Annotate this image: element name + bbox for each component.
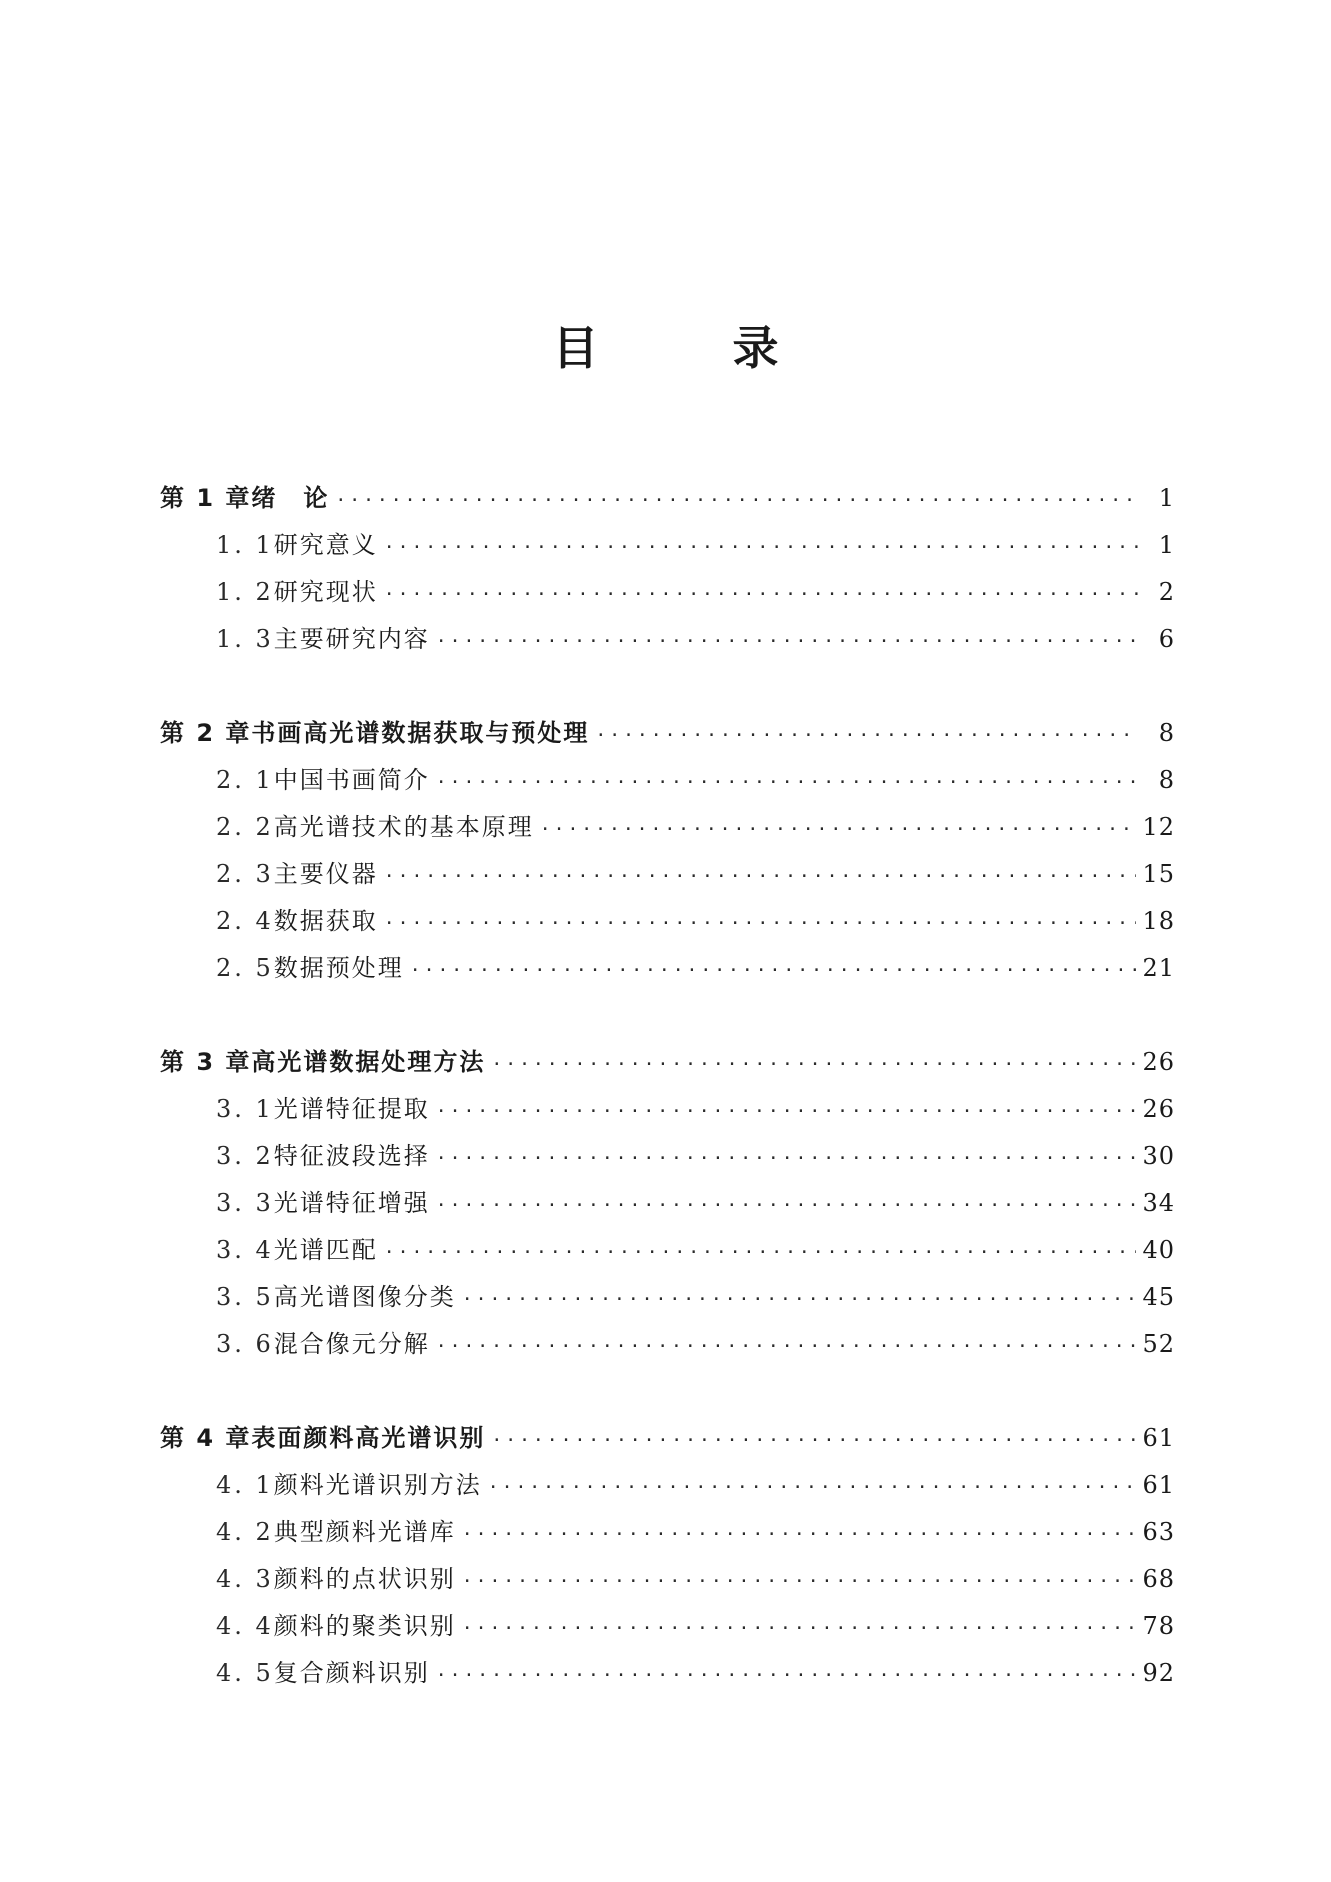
section-title: 颜料的点状识别 bbox=[273, 1565, 456, 1593]
page-number: 30 bbox=[1142, 1142, 1175, 1170]
chapter-number: 第 2 章 bbox=[160, 719, 252, 747]
dot-leader bbox=[436, 1652, 1137, 1699]
section-title: 中国书画简介 bbox=[273, 766, 430, 794]
toc-entry-section-4-2[interactable] bbox=[160, 1509, 1175, 1556]
toc-entry-section-2-1[interactable] bbox=[160, 757, 1175, 804]
toc-entry-section-1-3[interactable] bbox=[160, 616, 1175, 663]
dot-leader bbox=[436, 618, 1139, 665]
chapter-1 bbox=[160, 475, 1175, 663]
toc-entry-section-3-2[interactable] bbox=[160, 1133, 1175, 1180]
dot-leader bbox=[491, 1041, 1136, 1088]
section-number: 3. 3 bbox=[216, 1189, 274, 1217]
section-title: 光谱匹配 bbox=[273, 1236, 378, 1264]
toc-entry-section-4-1[interactable] bbox=[160, 1462, 1175, 1509]
dot-leader bbox=[384, 853, 1137, 900]
toc-entry-section-2-3[interactable] bbox=[160, 851, 1175, 898]
chapter-title: 书画高光谱数据获取与预处理 bbox=[251, 719, 590, 747]
dot-leader bbox=[595, 712, 1139, 759]
page-number: 63 bbox=[1142, 1518, 1175, 1546]
dot-leader bbox=[410, 947, 1137, 994]
section-number: 4. 4 bbox=[216, 1612, 274, 1640]
toc-entry-chapter-2[interactable] bbox=[160, 710, 1175, 757]
page-title: 目 录 bbox=[552, 321, 823, 375]
chapter-number: 第 4 章 bbox=[160, 1424, 252, 1452]
section-number: 1. 3 bbox=[216, 625, 274, 653]
chapter-number: 第 3 章 bbox=[160, 1048, 252, 1076]
toc-entry-chapter-4[interactable] bbox=[160, 1415, 1175, 1462]
dot-leader bbox=[384, 524, 1139, 571]
section-title: 高光谱技术的基本原理 bbox=[273, 813, 534, 841]
section-number: 3. 5 bbox=[216, 1283, 274, 1311]
dot-leader bbox=[462, 1605, 1137, 1652]
dot-leader bbox=[384, 571, 1139, 618]
section-title: 颜料的聚类识别 bbox=[273, 1612, 456, 1640]
section-title: 数据预处理 bbox=[273, 954, 404, 982]
section-number: 3. 4 bbox=[216, 1236, 274, 1264]
dot-leader bbox=[462, 1558, 1137, 1605]
section-title: 特征波段选择 bbox=[273, 1142, 430, 1170]
section-number: 4. 1 bbox=[216, 1471, 274, 1499]
page-number: 52 bbox=[1142, 1330, 1175, 1358]
toc-entry-section-2-2[interactable] bbox=[160, 804, 1175, 851]
table-of-contents bbox=[160, 475, 1175, 1744]
chapter-4 bbox=[160, 1415, 1175, 1697]
section-title: 主要仪器 bbox=[273, 860, 378, 888]
toc-entry-section-4-3[interactable] bbox=[160, 1556, 1175, 1603]
page-number: 8 bbox=[1158, 719, 1175, 747]
dot-leader bbox=[436, 1135, 1137, 1182]
toc-entry-section-3-3[interactable] bbox=[160, 1180, 1175, 1227]
section-title: 光谱特征提取 bbox=[273, 1095, 430, 1123]
toc-entry-section-4-4[interactable] bbox=[160, 1603, 1175, 1650]
toc-entry-section-3-6[interactable] bbox=[160, 1321, 1175, 1368]
toc-entry-section-4-5[interactable] bbox=[160, 1650, 1175, 1697]
section-number: 1. 2 bbox=[216, 578, 274, 606]
toc-entry-section-3-1[interactable] bbox=[160, 1086, 1175, 1133]
section-number: 4. 5 bbox=[216, 1659, 274, 1687]
dot-leader bbox=[436, 1323, 1137, 1370]
toc-entry-section-2-5[interactable] bbox=[160, 945, 1175, 992]
toc-entry-section-3-5[interactable] bbox=[160, 1274, 1175, 1321]
dot-leader bbox=[540, 806, 1137, 853]
chapter-title: 表面颜料高光谱识别 bbox=[251, 1424, 486, 1452]
page-number: 15 bbox=[1142, 860, 1175, 888]
dot-leader bbox=[436, 759, 1139, 806]
chapter-number: 第 1 章 bbox=[160, 484, 252, 512]
section-title: 研究意义 bbox=[273, 531, 378, 559]
chapter-2 bbox=[160, 710, 1175, 992]
page-number: 61 bbox=[1142, 1471, 1175, 1499]
toc-entry-chapter-3[interactable] bbox=[160, 1039, 1175, 1086]
section-number: 3. 1 bbox=[216, 1095, 274, 1123]
section-title: 混合像元分解 bbox=[273, 1330, 430, 1358]
section-number: 2. 4 bbox=[216, 907, 274, 935]
section-number: 2. 1 bbox=[216, 766, 274, 794]
section-title: 数据获取 bbox=[273, 907, 378, 935]
dot-leader bbox=[436, 1088, 1137, 1135]
chapter-title: 高光谱数据处理方法 bbox=[251, 1048, 486, 1076]
section-title: 光谱特征增强 bbox=[273, 1189, 430, 1217]
section-title: 复合颜料识别 bbox=[273, 1659, 430, 1687]
page-number: 45 bbox=[1142, 1283, 1175, 1311]
section-number: 3. 6 bbox=[216, 1330, 274, 1358]
page-number: 2 bbox=[1158, 578, 1175, 606]
page-number: 40 bbox=[1142, 1236, 1175, 1264]
page-number: 12 bbox=[1142, 813, 1175, 841]
page-number: 61 bbox=[1142, 1424, 1175, 1452]
page-number: 6 bbox=[1158, 625, 1175, 653]
dot-leader bbox=[384, 1229, 1137, 1276]
section-number: 1. 1 bbox=[216, 531, 274, 559]
section-title: 高光谱图像分类 bbox=[273, 1283, 456, 1311]
page-number: 26 bbox=[1142, 1048, 1175, 1076]
page-number: 8 bbox=[1158, 766, 1175, 794]
dot-leader bbox=[436, 1182, 1137, 1229]
dot-leader bbox=[462, 1511, 1137, 1558]
section-title: 颜料光谱识别方法 bbox=[273, 1471, 482, 1499]
section-number: 2. 3 bbox=[216, 860, 274, 888]
dot-leader bbox=[384, 900, 1137, 947]
section-title: 研究现状 bbox=[273, 578, 378, 606]
section-title: 主要研究内容 bbox=[273, 625, 430, 653]
section-number: 3. 2 bbox=[216, 1142, 274, 1170]
page-number: 1 bbox=[1158, 484, 1175, 512]
chapter-title: 绪 论 bbox=[251, 484, 330, 512]
dot-leader bbox=[462, 1276, 1137, 1323]
section-number: 4. 3 bbox=[216, 1565, 274, 1593]
page-number: 92 bbox=[1142, 1659, 1175, 1687]
page-number: 26 bbox=[1142, 1095, 1175, 1123]
chapter-3 bbox=[160, 1039, 1175, 1368]
toc-entry-section-3-4[interactable] bbox=[160, 1227, 1175, 1274]
section-number: 2. 2 bbox=[216, 813, 274, 841]
section-title: 典型颜料光谱库 bbox=[273, 1518, 456, 1546]
toc-entry-section-1-1[interactable] bbox=[160, 522, 1175, 569]
page-number: 68 bbox=[1142, 1565, 1175, 1593]
dot-leader bbox=[491, 1417, 1136, 1464]
toc-entry-section-1-2[interactable] bbox=[160, 569, 1175, 616]
toc-entry-section-2-4[interactable] bbox=[160, 898, 1175, 945]
page-number: 78 bbox=[1142, 1612, 1175, 1640]
page-number: 1 bbox=[1158, 531, 1175, 559]
section-number: 4. 2 bbox=[216, 1518, 274, 1546]
dot-leader bbox=[335, 477, 1139, 524]
section-number: 2. 5 bbox=[216, 954, 274, 982]
page-number: 18 bbox=[1142, 907, 1175, 935]
toc-entry-chapter-1[interactable] bbox=[160, 475, 1175, 522]
page-number: 34 bbox=[1142, 1189, 1175, 1217]
dot-leader bbox=[488, 1464, 1137, 1511]
page-number: 21 bbox=[1142, 954, 1175, 982]
